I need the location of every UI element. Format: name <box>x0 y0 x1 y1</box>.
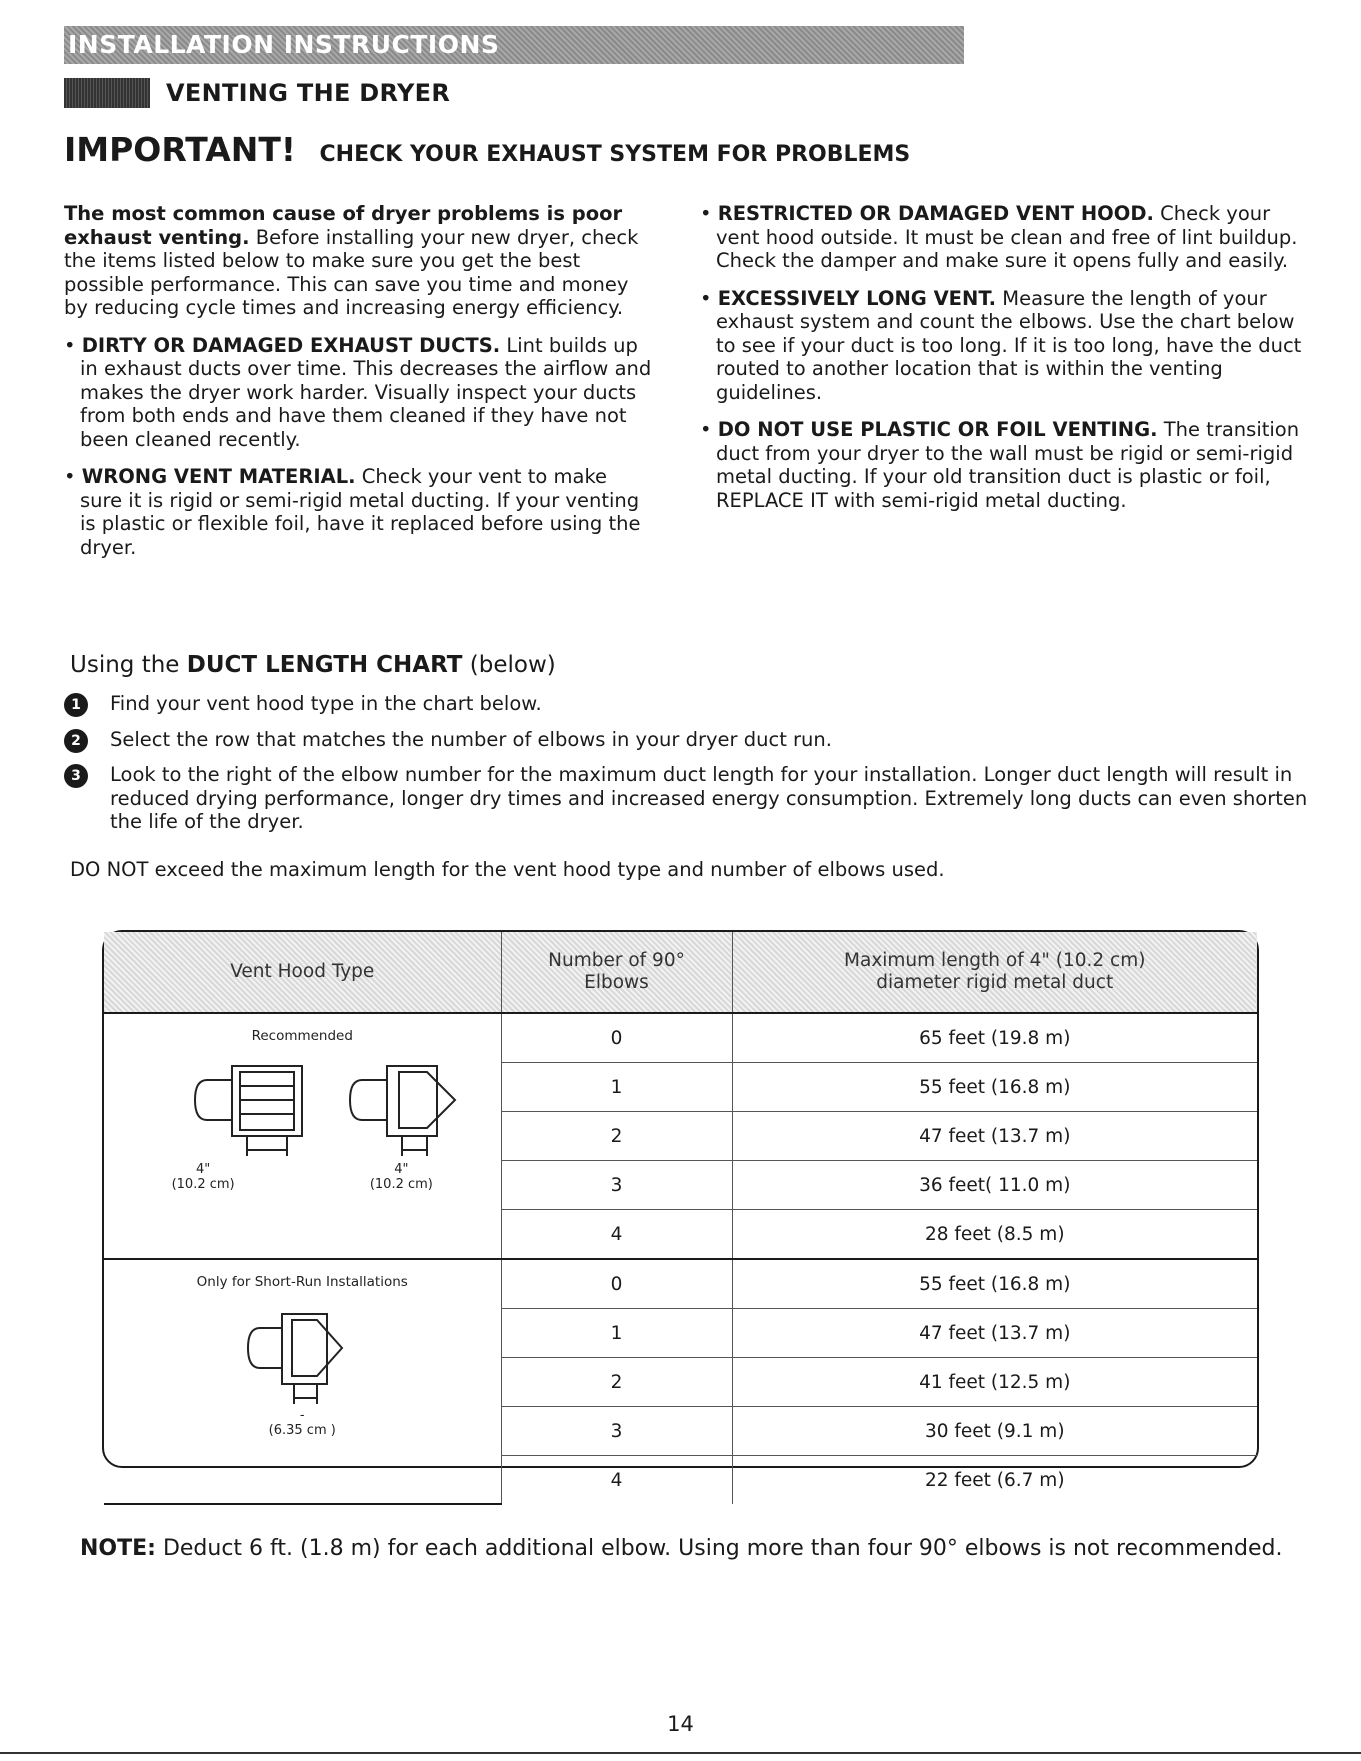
length-cell: 30 feet (9.1 m) <box>732 1407 1257 1456</box>
elbows-cell: 0 <box>501 1013 732 1063</box>
elbows-cell: 3 <box>501 1161 732 1210</box>
bullet-title: EXCESSIVELY LONG VENT. <box>717 286 997 310</box>
using-post: (below) <box>469 652 556 678</box>
table-header-row <box>104 932 1257 1013</box>
intro-text: Before installing your new dryer, check the items listed below to make sure you get the best possible performance. This can save you time and money by reducing cycle times and increasing energy efficiency. <box>64 225 639 319</box>
note-text <box>80 1536 1282 1561</box>
important-subtitle: CHECK YOUR EXHAUST SYSTEM FOR PROBLEMS <box>319 142 911 167</box>
bullet-dirty-ducts: • DIRTY OR DAMAGED EXHAUST DUCTS. Lint builds up in exhaust ducts over time. This decreases the airflow and makes the dryer work harder. Visually inspect your ducts from both ends and have them cleaned if they have not been cleaned recently. <box>64 333 652 451</box>
bullet-vent-hood: • RESTRICTED OR DAMAGED VENT HOOD. Check your vent hood outside. It must be clean and free of lint buildup. Check the damper and make sure it opens fully and easily. <box>700 202 1298 272</box>
hood-dimensions <box>104 1162 501 1192</box>
section-title: VENTING THE DRYER <box>166 79 451 107</box>
bullet-text: Check your vent hood outside. It must be clean and free of lint buildup. Check the damper and make sure it opens fully and easily. <box>716 202 1298 272</box>
bullet-wrong-material: • WRONG VENT MATERIAL. Check your vent to make sure it is rigid or semi-rigid metal ducting. If your venting is plastic or flexible foil, have it replaced before using the dryer. <box>64 465 641 559</box>
length-cell: 47 feet (13.7 m) <box>732 1309 1257 1358</box>
left-column <box>64 202 654 573</box>
elbows-cell: 0 <box>501 1259 732 1309</box>
using-pre: Using the <box>70 652 180 678</box>
elbows-cell: 4 <box>501 1456 732 1505</box>
length-cell: 36 feet( 11.0 m) <box>732 1161 1257 1210</box>
step-1 <box>64 692 1324 716</box>
vent-hood-recommended <box>104 1013 501 1259</box>
hood-dimensions <box>104 1408 501 1438</box>
step-number-icon: 1 <box>64 693 88 717</box>
page-number: 14 <box>667 1712 694 1736</box>
table-row <box>104 1259 1257 1309</box>
duct-chart-heading <box>70 652 556 678</box>
footer-divider <box>0 1752 1361 1754</box>
step-text: Look to the right of the elbow number for the maximum duct length for your installation. Longer duct length will result in reduced drying performance, longer dry times and increased energy consumption. Extremely long ducts can even shorten the life of the dryer. <box>110 763 1308 833</box>
length-cell: 41 feet (12.5 m) <box>732 1358 1257 1407</box>
step-3 <box>64 763 1324 834</box>
note-body: Deduct 6 ft. (1.8 m) for each additional elbow. Using more than four 90° elbows is not recommended. <box>162 1536 1283 1561</box>
important-label: IMPORTANT! <box>64 130 296 169</box>
elbows-cell: 4 <box>501 1210 732 1260</box>
steps-list <box>64 692 1324 846</box>
bullet-title: DIRTY OR DAMAGED EXHAUST DUCTS. <box>81 333 501 357</box>
step-number-icon: 3 <box>64 764 88 788</box>
step-text: Find your vent hood type in the chart below. <box>110 692 542 715</box>
important-heading <box>64 130 910 169</box>
bullet-title: WRONG VENT MATERIAL. <box>81 465 356 488</box>
elbows-cell: 2 <box>501 1358 732 1407</box>
length-cell: 28 feet (8.5 m) <box>732 1210 1257 1260</box>
section-marker-block <box>64 78 150 108</box>
table-row <box>104 1013 1257 1063</box>
bullet-title: RESTRICTED OR DAMAGED VENT HOOD. <box>717 202 1154 225</box>
note-label: NOTE: <box>80 1536 156 1561</box>
section-header <box>64 76 450 110</box>
using-bold: DUCT LENGTH CHART <box>186 652 463 678</box>
right-column <box>700 202 1315 526</box>
installation-banner: INSTALLATION INSTRUCTIONS <box>64 26 964 64</box>
header-elbows: Number of 90° Elbows <box>501 932 732 1013</box>
bullet-text: Check your vent to make sure it is rigid or semi-rigid metal ducting. If your venting is plastic or flexible foil, have it replaced before using the dryer. <box>80 465 641 559</box>
step-2 <box>64 728 1324 752</box>
step-number-icon: 2 <box>64 729 88 753</box>
dimension-label: - (6.35 cm ) <box>268 1408 336 1438</box>
intro-bold: The most common cause of dryer problems is poor exhaust venting. <box>64 202 623 249</box>
step-text: Select the row that matches the number of elbows in your dryer duct run. <box>110 727 832 751</box>
duct-length-chart <box>102 930 1259 1491</box>
vent-hood-short-run <box>104 1259 501 1504</box>
vent-hood-short-run-illustration <box>202 1298 402 1408</box>
duct-length-table <box>104 932 1257 1505</box>
header-max-length: Maximum length of 4" (10.2 cm) diameter rigid metal duct <box>732 932 1257 1013</box>
do-not-exceed-text: DO NOT exceed the maximum length for the vent hood type and number of elbows used. <box>70 858 945 881</box>
hood-caption: Only for Short-Run Installations <box>196 1274 408 1290</box>
bullet-text: Lint builds up in exhaust ducts over time. This decreases the airflow and makes the dryer work harder. Visually inspect your ducts from both ends and have them cleaned if they have not been cleaned recently. <box>80 333 652 451</box>
length-cell: 65 feet (19.8 m) <box>732 1013 1257 1063</box>
bullet-text: The transition duct from your dryer to the wall must be rigid or semi-rigid metal ducting. If your old transition duct is plastic or foil, REPLACE IT with semi-rigid metal ducting. <box>716 418 1300 512</box>
elbows-cell: 1 <box>501 1309 732 1358</box>
bullet-text: Measure the length of your exhaust system and count the elbows. Use the chart below to see if your duct is too long. If it is too long, have the duct routed to another location that is within the venting guidelines. <box>716 286 1302 404</box>
intro-paragraph <box>64 202 654 320</box>
bullet-long-vent: • EXCESSIVELY LONG VENT. Measure the length of your exhaust system and count the elbows. Use the chart below to see if your duct is too long. If it is too long, have the duct routed to another location that is within the venting guidelines. <box>700 286 1302 404</box>
dimension-label: 4" (10.2 cm) <box>369 1162 433 1192</box>
length-cell: 55 feet (16.8 m) <box>732 1259 1257 1309</box>
hood-caption: Recommended <box>251 1028 353 1044</box>
bullet-plastic-foil: • DO NOT USE PLASTIC OR FOIL VENTING. The transition duct from your dryer to the wall must be rigid or semi-rigid metal ducting. If your old transition duct is plastic or foil, REPLACE IT with semi-rigid metal ducting. <box>700 418 1300 512</box>
header-vent-hood-type: Vent Hood Type <box>104 932 501 1013</box>
length-cell: 22 feet (6.7 m) <box>924 1469 1065 1491</box>
elbows-cell: 2 <box>501 1112 732 1161</box>
elbows-cell: 3 <box>501 1407 732 1456</box>
bullet-title: DO NOT USE PLASTIC OR FOIL VENTING. <box>717 418 1158 441</box>
elbows-cell: 1 <box>501 1063 732 1112</box>
length-cell: 55 feet (16.8 m) <box>732 1063 1257 1112</box>
vent-hood-recommended-illustration <box>137 1052 467 1162</box>
dimension-label: 4" (10.2 cm) <box>171 1162 235 1192</box>
length-cell: 47 feet (13.7 m) <box>732 1112 1257 1161</box>
